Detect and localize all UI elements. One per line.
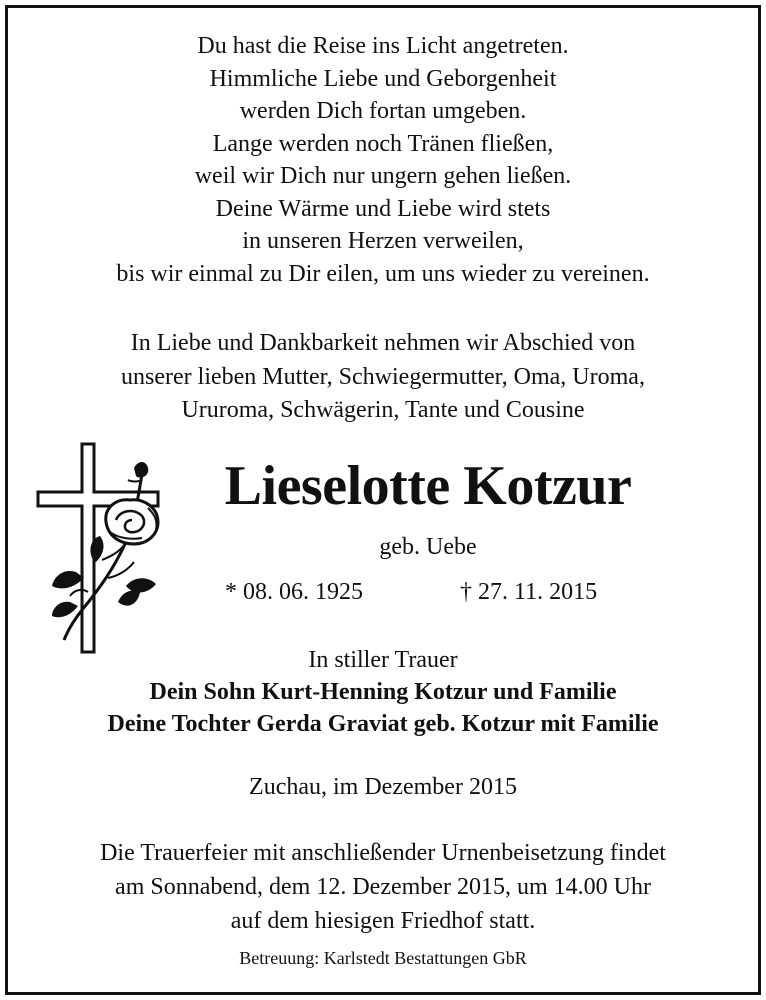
family-list: [8, 676, 758, 740]
ceremony-line: am Sonnabend, dem 12. Dezember 2015, um 14.00 Uhr: [115, 874, 651, 900]
maiden-name: geb. Uebe: [379, 534, 477, 560]
poem-line: Du hast die Reise ins Licht angetreten.: [197, 33, 569, 59]
intro-line: unserer lieben Mutter, Schwiegermutter, Oma, Uroma,: [121, 363, 645, 390]
farewell-intro: [8, 327, 758, 428]
ceremony-info: [8, 836, 758, 938]
intro-line: In Liebe und Dankbarkeit nehmen wir Abschied von: [130, 330, 636, 356]
poem-line: Lange werden noch Tränen fließen,: [212, 130, 554, 157]
deceased-name: Lieselotte Kotzur: [224, 455, 632, 517]
poem-line: bis wir einmal zu Dir eilen, um uns wieder zu vereinen.: [116, 260, 650, 287]
cross-with-rose-icon: [30, 438, 170, 658]
obituary-notice: [5, 5, 761, 995]
mourning-heading: In stiller Trauer: [308, 647, 458, 673]
poem-line: weil wir Dich nur ungern gehen ließen.: [194, 163, 572, 189]
place-date: Zuchau, im Dezember 2015: [249, 774, 517, 800]
poem-line: Deine Wärme und Liebe wird stets: [215, 195, 551, 222]
poem-line: in unseren Herzen verweilen,: [242, 228, 524, 254]
ceremony-line: auf dem hiesigen Friedhof statt.: [230, 908, 536, 934]
funeral-home-credit: Betreuung: Karlstedt Bestattungen GbR: [239, 948, 527, 968]
birth-date: * 08. 06. 1925: [225, 579, 363, 605]
poem: [8, 30, 758, 290]
ceremony-line: Die Trauerfeier mit anschließender Urnenbeisetzung findet: [100, 840, 666, 866]
family-member: Dein Sohn Kurt-Henning Kotzur und Familie: [149, 679, 617, 705]
intro-line: Ururoma, Schwägerin, Tante und Cousine: [181, 397, 585, 423]
poem-line: werden Dich fortan umgeben.: [239, 98, 527, 124]
family-member: Deine Tochter Gerda Graviat geb. Kotzur mit Familie: [107, 711, 659, 737]
death-date: † 27. 11. 2015: [460, 579, 598, 605]
poem-line: Himmliche Liebe und Geborgenheit: [209, 65, 557, 92]
